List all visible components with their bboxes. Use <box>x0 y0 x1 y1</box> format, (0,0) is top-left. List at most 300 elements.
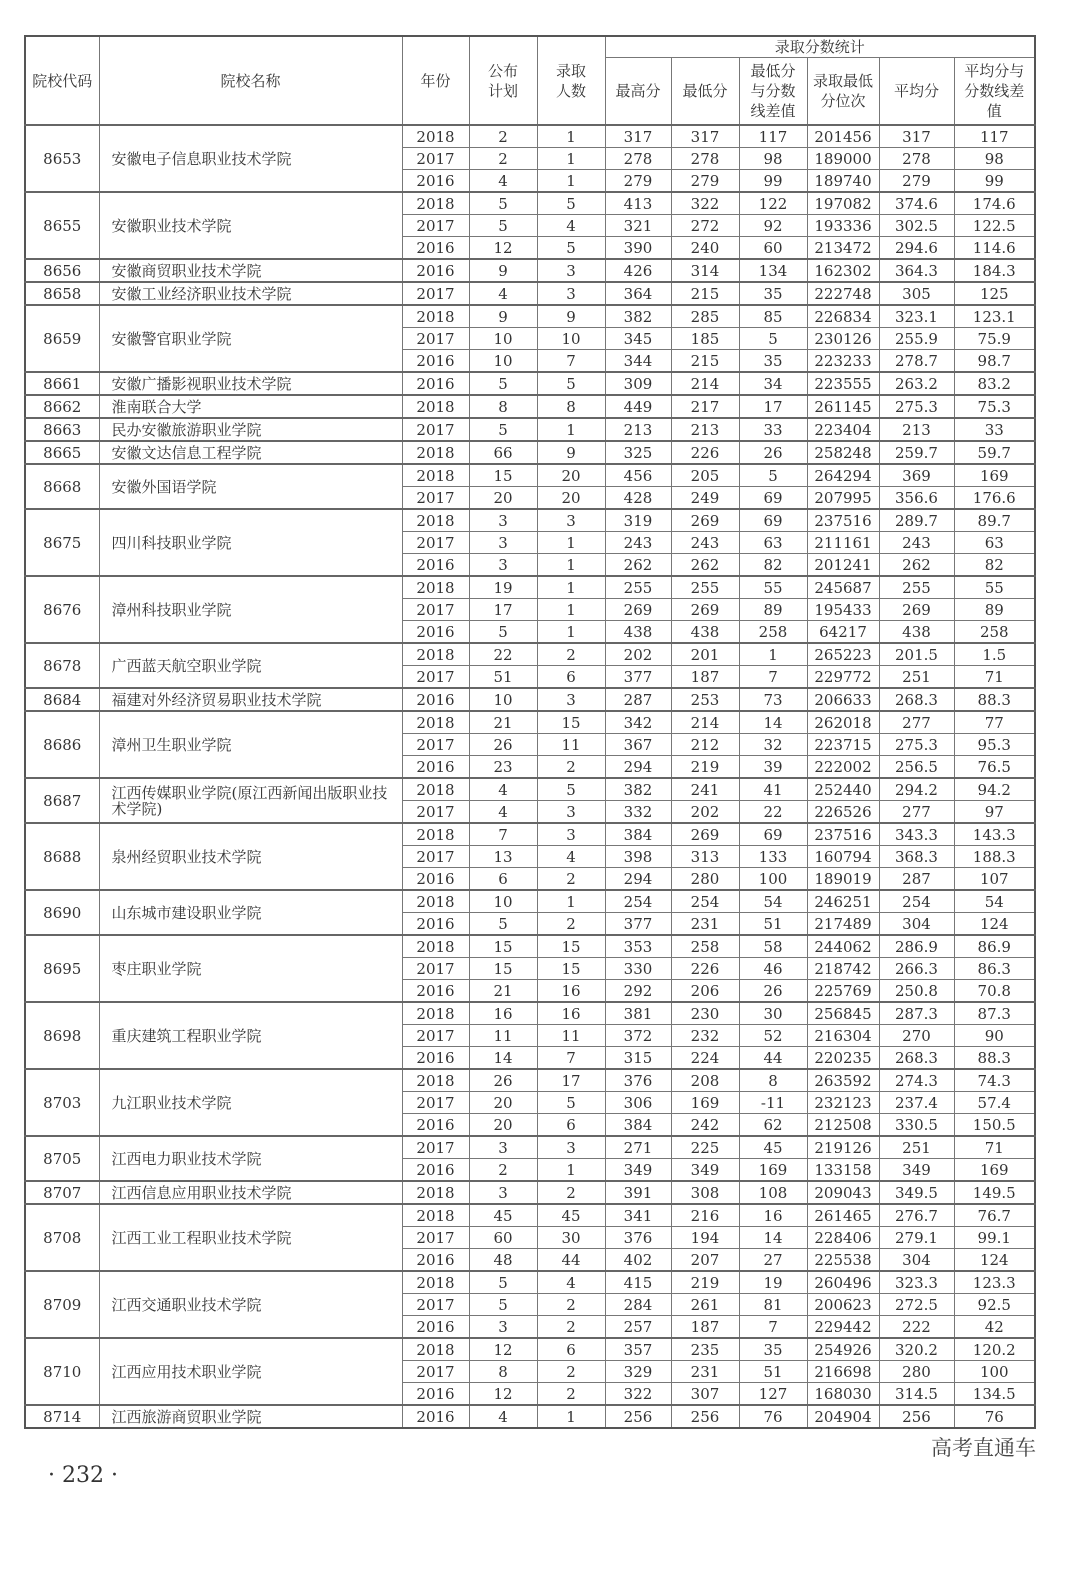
cell-plan: 66 <box>469 441 537 464</box>
school-code: 8676 <box>25 576 99 643</box>
cell-plan: 3 <box>469 509 537 532</box>
table-row <box>25 1405 1035 1428</box>
cell-avg: 369 <box>879 464 954 487</box>
school-name: 安徽广播影视职业技术学院 <box>99 372 402 395</box>
cell-avg: 213 <box>879 418 954 441</box>
cell-min-rank: 252440 <box>807 778 879 801</box>
cell-max: 284 <box>605 1294 671 1316</box>
cell-admitted: 15 <box>537 711 605 734</box>
cell-year: 2017 <box>402 328 469 350</box>
cell-min-rank: 160794 <box>807 846 879 868</box>
cell-min-rank: 197082 <box>807 192 879 215</box>
cell-year: 2016 <box>402 1383 469 1406</box>
cell-max: 384 <box>605 823 671 846</box>
cell-admitted: 5 <box>537 237 605 260</box>
table-row <box>25 823 1035 846</box>
cell-plan: 13 <box>469 846 537 868</box>
cell-avg: 438 <box>879 621 954 644</box>
cell-max: 315 <box>605 1047 671 1070</box>
header-avg-diff: 平均分与分数线差值 <box>954 58 1035 126</box>
cell-min: 285 <box>671 305 739 328</box>
cell-min-diff: 62 <box>739 1114 807 1137</box>
school-code: 8707 <box>25 1181 99 1204</box>
cell-avg: 259.7 <box>879 441 954 464</box>
cell-min-diff: 54 <box>739 890 807 913</box>
cell-avg-diff: 125 <box>954 282 1035 305</box>
cell-avg-diff: 76 <box>954 1405 1035 1428</box>
cell-max: 428 <box>605 487 671 510</box>
cell-avg: 255 <box>879 576 954 599</box>
cell-avg-diff: 71 <box>954 1136 1035 1159</box>
cell-avg: 268.3 <box>879 1047 954 1070</box>
cell-year: 2018 <box>402 1271 469 1294</box>
cell-plan: 7 <box>469 823 537 846</box>
cell-avg: 280 <box>879 1361 954 1383</box>
table-row <box>25 935 1035 958</box>
cell-year: 2017 <box>402 487 469 510</box>
school-name: 安徽商贸职业技术学院 <box>99 259 402 282</box>
table-row <box>25 1271 1035 1294</box>
school-name: 安徽警官职业学院 <box>99 305 402 372</box>
table-row <box>25 372 1035 395</box>
cell-min-rank: 246251 <box>807 890 879 913</box>
cell-max: 306 <box>605 1092 671 1114</box>
cell-min-rank: 226834 <box>807 305 879 328</box>
cell-admitted: 6 <box>537 666 605 689</box>
cell-min: 313 <box>671 846 739 868</box>
cell-avg-diff: 120.2 <box>954 1338 1035 1361</box>
cell-year: 2017 <box>402 1294 469 1316</box>
cell-admitted: 16 <box>537 980 605 1003</box>
cell-avg-diff: 57.4 <box>954 1092 1035 1114</box>
table-row <box>25 1002 1035 1025</box>
cell-year: 2018 <box>402 823 469 846</box>
cell-avg: 356.6 <box>879 487 954 510</box>
cell-min-rank: 222002 <box>807 756 879 779</box>
cell-plan: 8 <box>469 395 537 418</box>
cell-max: 213 <box>605 418 671 441</box>
cell-min: 214 <box>671 711 739 734</box>
cell-min: 219 <box>671 756 739 779</box>
cell-year: 2016 <box>402 237 469 260</box>
cell-min-diff: 63 <box>739 532 807 554</box>
cell-plan: 16 <box>469 1002 537 1025</box>
cell-avg-diff: 134.5 <box>954 1383 1035 1406</box>
cell-min-diff: 134 <box>739 259 807 282</box>
cell-plan: 26 <box>469 1069 537 1092</box>
school-name: 江西旅游商贸职业学院 <box>99 1405 402 1428</box>
cell-admitted: 3 <box>537 259 605 282</box>
cell-avg-diff: 184.3 <box>954 259 1035 282</box>
cell-admitted: 1 <box>537 532 605 554</box>
header-stats-group: 录取分数统计 <box>605 36 1035 58</box>
cell-min-rank: 261145 <box>807 395 879 418</box>
cell-year: 2016 <box>402 1114 469 1137</box>
cell-year: 2016 <box>402 554 469 577</box>
cell-min: 224 <box>671 1047 739 1070</box>
cell-min-rank: 193336 <box>807 215 879 237</box>
cell-min-rank: 162302 <box>807 259 879 282</box>
cell-avg-diff: 92.5 <box>954 1294 1035 1316</box>
cell-min-diff: 98 <box>739 148 807 170</box>
table-row <box>25 192 1035 215</box>
cell-plan: 4 <box>469 778 537 801</box>
cell-plan: 21 <box>469 711 537 734</box>
cell-admitted: 3 <box>537 823 605 846</box>
cell-avg-diff: 86.3 <box>954 958 1035 980</box>
cell-avg: 276.7 <box>879 1204 954 1227</box>
cell-year: 2016 <box>402 372 469 395</box>
cell-min: 231 <box>671 1361 739 1383</box>
cell-avg: 266.3 <box>879 958 954 980</box>
cell-min-rank: 189019 <box>807 868 879 891</box>
cell-min: 235 <box>671 1338 739 1361</box>
school-name: 漳州科技职业学院 <box>99 576 402 643</box>
cell-max: 377 <box>605 666 671 689</box>
header-avg: 平均分 <box>879 58 954 126</box>
cell-avg: 304 <box>879 913 954 936</box>
cell-avg-diff: 94.2 <box>954 778 1035 801</box>
cell-min: 308 <box>671 1181 739 1204</box>
school-name: 山东城市建设职业学院 <box>99 890 402 935</box>
cell-plan: 3 <box>469 1316 537 1339</box>
school-code: 8714 <box>25 1405 99 1428</box>
header-min: 最低分 <box>671 58 739 126</box>
cell-plan: 5 <box>469 418 537 441</box>
cell-avg-diff: 87.3 <box>954 1002 1035 1025</box>
cell-plan: 4 <box>469 282 537 305</box>
cell-plan: 26 <box>469 734 537 756</box>
cell-admitted: 1 <box>537 890 605 913</box>
cell-year: 2016 <box>402 170 469 193</box>
cell-avg-diff: 63 <box>954 532 1035 554</box>
cell-max: 390 <box>605 237 671 260</box>
cell-year: 2016 <box>402 350 469 373</box>
cell-plan: 3 <box>469 532 537 554</box>
cell-admitted: 5 <box>537 778 605 801</box>
cell-min: 216 <box>671 1204 739 1227</box>
cell-avg-diff: 123.3 <box>954 1271 1035 1294</box>
cell-max: 398 <box>605 846 671 868</box>
table-row <box>25 395 1035 418</box>
cell-avg-diff: 124 <box>954 913 1035 936</box>
cell-admitted: 4 <box>537 215 605 237</box>
cell-min-diff: 127 <box>739 1383 807 1406</box>
cell-avg: 270 <box>879 1025 954 1047</box>
cell-min: 307 <box>671 1383 739 1406</box>
cell-avg-diff: 169 <box>954 464 1035 487</box>
cell-year: 2018 <box>402 192 469 215</box>
cell-admitted: 2 <box>537 913 605 936</box>
cell-year: 2016 <box>402 688 469 711</box>
watermark: 高考直通车 <box>931 1436 1036 1460</box>
table-row <box>25 890 1035 913</box>
school-code: 8658 <box>25 282 99 305</box>
cell-min-diff: 85 <box>739 305 807 328</box>
school-name: 重庆建筑工程职业学院 <box>99 1002 402 1069</box>
cell-min-rank: 245687 <box>807 576 879 599</box>
cell-admitted: 5 <box>537 1092 605 1114</box>
cell-avg-diff: 86.9 <box>954 935 1035 958</box>
cell-min: 262 <box>671 554 739 577</box>
cell-admitted: 30 <box>537 1227 605 1249</box>
cell-min-rank: 264294 <box>807 464 879 487</box>
cell-min: 269 <box>671 509 739 532</box>
cell-min-rank: 237516 <box>807 509 879 532</box>
cell-min-rank: 219126 <box>807 1136 879 1159</box>
cell-min: 226 <box>671 958 739 980</box>
cell-admitted: 1 <box>537 418 605 441</box>
cell-plan: 9 <box>469 305 537 328</box>
cell-min-rank: 209043 <box>807 1181 879 1204</box>
cell-avg: 368.3 <box>879 846 954 868</box>
cell-min: 253 <box>671 688 739 711</box>
cell-min: 187 <box>671 666 739 689</box>
cell-min-diff: 8 <box>739 1069 807 1092</box>
cell-min-rank: 213472 <box>807 237 879 260</box>
cell-year: 2018 <box>402 935 469 958</box>
cell-plan: 21 <box>469 980 537 1003</box>
cell-min-diff: 35 <box>739 350 807 373</box>
cell-min-diff: 5 <box>739 328 807 350</box>
school-name: 安徽职业技术学院 <box>99 192 402 259</box>
table-row <box>25 711 1035 734</box>
school-name: 江西工业工程职业技术学院 <box>99 1204 402 1271</box>
table-row <box>25 509 1035 532</box>
cell-min: 215 <box>671 350 739 373</box>
cell-min-diff: 32 <box>739 734 807 756</box>
cell-min-diff: 17 <box>739 395 807 418</box>
cell-min: 214 <box>671 372 739 395</box>
cell-min-diff: 26 <box>739 441 807 464</box>
cell-avg-diff: 100 <box>954 1361 1035 1383</box>
school-code: 8663 <box>25 418 99 441</box>
cell-min: 317 <box>671 125 739 148</box>
cell-min-diff: 27 <box>739 1249 807 1272</box>
cell-min-diff: 7 <box>739 1316 807 1339</box>
cell-avg: 323.3 <box>879 1271 954 1294</box>
cell-admitted: 4 <box>537 1271 605 1294</box>
cell-max: 319 <box>605 509 671 532</box>
school-code: 8655 <box>25 192 99 259</box>
cell-admitted: 20 <box>537 464 605 487</box>
school-name: 四川科技职业学院 <box>99 509 402 576</box>
cell-avg-diff: 33 <box>954 418 1035 441</box>
table-row <box>25 688 1035 711</box>
cell-avg-diff: 95.3 <box>954 734 1035 756</box>
cell-avg: 302.5 <box>879 215 954 237</box>
cell-min: 212 <box>671 734 739 756</box>
table-body <box>25 125 1035 1428</box>
cell-admitted: 15 <box>537 958 605 980</box>
cell-min-diff: 52 <box>739 1025 807 1047</box>
cell-max: 342 <box>605 711 671 734</box>
table-row <box>25 125 1035 148</box>
cell-max: 243 <box>605 532 671 554</box>
school-name: 淮南联合大学 <box>99 395 402 418</box>
cell-avg-diff: 114.6 <box>954 237 1035 260</box>
cell-avg: 364.3 <box>879 259 954 282</box>
cell-min: 278 <box>671 148 739 170</box>
school-code: 8686 <box>25 711 99 778</box>
cell-plan: 60 <box>469 1227 537 1249</box>
cell-year: 2018 <box>402 509 469 532</box>
cell-year: 2018 <box>402 464 469 487</box>
cell-max: 344 <box>605 350 671 373</box>
cell-plan: 3 <box>469 1181 537 1204</box>
cell-min: 272 <box>671 215 739 237</box>
cell-min: 269 <box>671 599 739 621</box>
cell-min-rank: 223555 <box>807 372 879 395</box>
table-row <box>25 464 1035 487</box>
cell-min-diff: 69 <box>739 487 807 510</box>
cell-admitted: 8 <box>537 395 605 418</box>
cell-plan: 10 <box>469 328 537 350</box>
cell-min: 279 <box>671 170 739 193</box>
cell-min-diff: 41 <box>739 778 807 801</box>
school-code: 8668 <box>25 464 99 509</box>
cell-min-rank: 232123 <box>807 1092 879 1114</box>
cell-min-diff: 5 <box>739 464 807 487</box>
cell-min-rank: 226526 <box>807 801 879 824</box>
cell-admitted: 11 <box>537 1025 605 1047</box>
cell-min: 258 <box>671 935 739 958</box>
cell-min-rank: 237516 <box>807 823 879 846</box>
cell-plan: 12 <box>469 1383 537 1406</box>
cell-max: 321 <box>605 215 671 237</box>
table-row <box>25 441 1035 464</box>
cell-plan: 5 <box>469 192 537 215</box>
cell-max: 257 <box>605 1316 671 1339</box>
cell-min-diff: 60 <box>739 237 807 260</box>
table-row <box>25 1338 1035 1361</box>
cell-min-diff: 46 <box>739 958 807 980</box>
cell-avg: 222 <box>879 1316 954 1339</box>
school-code: 8710 <box>25 1338 99 1405</box>
cell-avg-diff: 82 <box>954 554 1035 577</box>
school-code: 8662 <box>25 395 99 418</box>
cell-admitted: 2 <box>537 1181 605 1204</box>
cell-min-diff: 117 <box>739 125 807 148</box>
cell-min-diff: 39 <box>739 756 807 779</box>
cell-avg-diff: 75.9 <box>954 328 1035 350</box>
cell-max: 317 <box>605 125 671 148</box>
header-min-rank: 录取最低分位次 <box>807 58 879 126</box>
cell-plan: 20 <box>469 1114 537 1137</box>
cell-plan: 10 <box>469 350 537 373</box>
cell-max: 294 <box>605 868 671 891</box>
cell-plan: 14 <box>469 1047 537 1070</box>
school-name: 安徽工业经济职业技术学院 <box>99 282 402 305</box>
cell-plan: 10 <box>469 688 537 711</box>
cell-admitted: 3 <box>537 282 605 305</box>
cell-plan: 45 <box>469 1204 537 1227</box>
cell-min-diff: 35 <box>739 282 807 305</box>
cell-year: 2018 <box>402 441 469 464</box>
cell-min: 169 <box>671 1092 739 1114</box>
cell-year: 2016 <box>402 756 469 779</box>
cell-avg-diff: 97 <box>954 801 1035 824</box>
cell-admitted: 9 <box>537 441 605 464</box>
cell-avg-diff: 122.5 <box>954 215 1035 237</box>
cell-max: 376 <box>605 1069 671 1092</box>
cell-plan: 4 <box>469 801 537 824</box>
cell-min-rank: 258248 <box>807 441 879 464</box>
school-code: 8708 <box>25 1204 99 1271</box>
cell-avg-diff: 143.3 <box>954 823 1035 846</box>
cell-avg-diff: 149.5 <box>954 1181 1035 1204</box>
cell-max: 332 <box>605 801 671 824</box>
cell-avg-diff: 75.3 <box>954 395 1035 418</box>
cell-year: 2017 <box>402 1025 469 1047</box>
cell-avg-diff: 174.6 <box>954 192 1035 215</box>
cell-min: 217 <box>671 395 739 418</box>
school-name: 泉州经贸职业技术学院 <box>99 823 402 890</box>
cell-admitted: 5 <box>537 372 605 395</box>
cell-min-diff: 7 <box>739 666 807 689</box>
cell-year: 2016 <box>402 621 469 644</box>
cell-admitted: 20 <box>537 487 605 510</box>
cell-year: 2018 <box>402 1181 469 1204</box>
school-code: 8659 <box>25 305 99 372</box>
cell-admitted: 1 <box>537 148 605 170</box>
cell-min: 226 <box>671 441 739 464</box>
cell-admitted: 1 <box>537 554 605 577</box>
cell-admitted: 1 <box>537 1405 605 1428</box>
cell-avg: 275.3 <box>879 734 954 756</box>
cell-avg: 287.3 <box>879 1002 954 1025</box>
cell-year: 2017 <box>402 418 469 441</box>
cell-avg: 237.4 <box>879 1092 954 1114</box>
cell-plan: 2 <box>469 148 537 170</box>
cell-plan: 8 <box>469 1361 537 1383</box>
cell-avg-diff: 176.6 <box>954 487 1035 510</box>
cell-min-rank: 189740 <box>807 170 879 193</box>
school-name: 九江职业技术学院 <box>99 1069 402 1136</box>
cell-avg-diff: 90 <box>954 1025 1035 1047</box>
page-footer <box>0 1429 1080 1489</box>
page-number: · 232 · <box>48 1463 118 1488</box>
cell-year: 2016 <box>402 1047 469 1070</box>
cell-min: 232 <box>671 1025 739 1047</box>
school-code: 8705 <box>25 1136 99 1181</box>
cell-min: 256 <box>671 1405 739 1428</box>
cell-admitted: 44 <box>537 1249 605 1272</box>
cell-min-rank: 168030 <box>807 1383 879 1406</box>
cell-year: 2017 <box>402 666 469 689</box>
cell-avg: 289.7 <box>879 509 954 532</box>
cell-plan: 23 <box>469 756 537 779</box>
cell-year: 2016 <box>402 259 469 282</box>
cell-year: 2017 <box>402 148 469 170</box>
cell-min-diff: 69 <box>739 823 807 846</box>
cell-min: 254 <box>671 890 739 913</box>
table-row <box>25 643 1035 666</box>
school-name: 漳州卫生职业学院 <box>99 711 402 778</box>
cell-min-rank: 207995 <box>807 487 879 510</box>
school-name: 枣庄职业学院 <box>99 935 402 1002</box>
cell-avg: 279.1 <box>879 1227 954 1249</box>
cell-min-rank: 133158 <box>807 1159 879 1182</box>
school-code: 8661 <box>25 372 99 395</box>
cell-avg: 255.9 <box>879 328 954 350</box>
cell-avg-diff: 124 <box>954 1249 1035 1272</box>
cell-min-rank: 223715 <box>807 734 879 756</box>
cell-min-rank: 225769 <box>807 980 879 1003</box>
cell-avg: 277 <box>879 711 954 734</box>
cell-year: 2016 <box>402 1159 469 1182</box>
cell-min-rank: 254926 <box>807 1338 879 1361</box>
